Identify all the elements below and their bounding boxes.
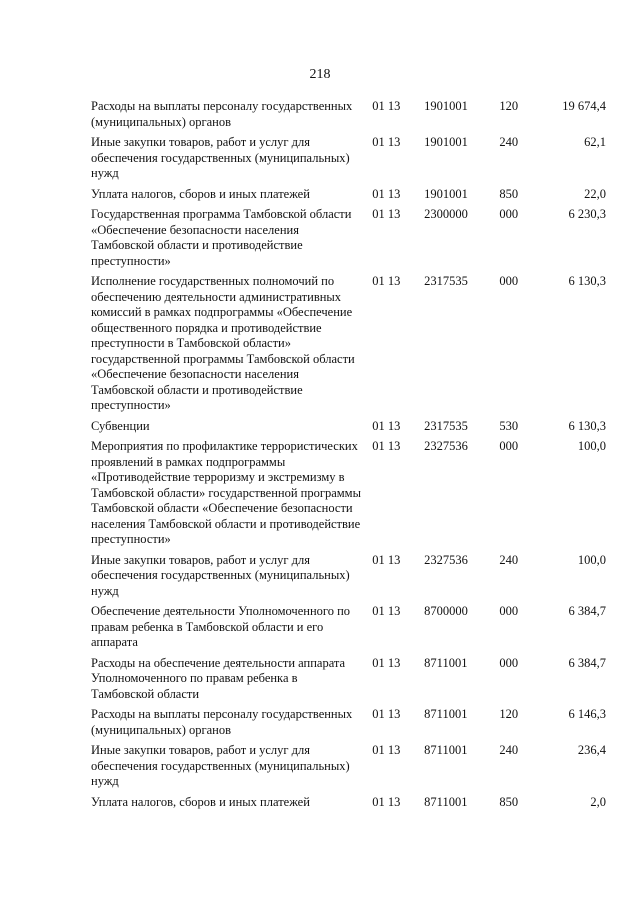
amount: 2,0 xyxy=(590,794,606,809)
section-code: 01 13 xyxy=(372,707,401,721)
target-article-code: 2317535 xyxy=(424,274,468,288)
expense-name: Субвенции xyxy=(91,418,150,433)
table-row xyxy=(91,274,606,419)
section-code: 01 13 xyxy=(372,743,401,757)
expense-type-code: 120 xyxy=(499,99,519,113)
expense-type-code: 000 xyxy=(499,604,519,618)
expense-type-code: 000 xyxy=(499,439,519,453)
expense-type-code: 850 xyxy=(499,186,519,201)
expense-type-code: 000 xyxy=(499,207,519,221)
expense-type-code: 240 xyxy=(499,743,519,757)
expense-name: Уплата налогов, сборов и иных платежей xyxy=(91,186,310,201)
amount: 62,1 xyxy=(584,135,606,149)
table-row xyxy=(91,604,606,656)
expense-name: Мероприятия по профилактике террористических проявлений в рамках подпрограммы «Противодействие терроризму и экстремизму в Тамбовской области» государственной программы Тамбовской области «Обеспечение безопасности населения Тамбовской области и противодействие преступности» xyxy=(91,439,361,546)
budget-table-body xyxy=(91,99,606,815)
target-article-code: 8711001 xyxy=(424,707,468,721)
expense-name: Уплата налогов, сборов и иных платежей xyxy=(91,794,310,809)
expense-name: Государственная программа Тамбовской области «Обеспечение безопасности населения Тамбовской области и противодействие преступности» xyxy=(91,207,352,268)
section-code: 01 13 xyxy=(372,794,401,809)
table-row xyxy=(91,207,606,274)
section-code: 01 13 xyxy=(372,135,401,149)
section-code: 01 13 xyxy=(372,274,401,288)
expense-name: Иные закупки товаров, работ и услуг для обеспечения государственных (муниципальных) нужд xyxy=(91,743,350,788)
amount: 6 384,7 xyxy=(568,604,606,618)
expense-name: Обеспечение деятельности Уполномоченного по правам ребенка в Тамбовской области и его аппарата xyxy=(91,604,351,649)
expense-type-code: 120 xyxy=(499,707,519,721)
table-row xyxy=(91,419,606,440)
amount: 19 674,4 xyxy=(562,99,606,113)
expense-type-code: 240 xyxy=(499,135,519,149)
target-article-code: 8700000 xyxy=(424,604,468,618)
amount: 100,0 xyxy=(577,552,606,567)
section-code: 01 13 xyxy=(372,439,401,453)
amount: 6 130,3 xyxy=(568,274,606,288)
amount: 6 230,3 xyxy=(568,207,606,221)
section-code: 01 13 xyxy=(372,552,401,567)
expense-name: Расходы на обеспечение деятельности аппарата Уполномоченного по правам ребенка в Тамбовской области xyxy=(91,655,346,701)
amount: 22,0 xyxy=(584,186,606,201)
table-row xyxy=(91,707,606,743)
page-number: 218 xyxy=(309,67,331,82)
amount: 6 146,3 xyxy=(568,707,606,721)
expense-name: Иные закупки товаров, работ и услуг для обеспечения государственных (муниципальных) нужд xyxy=(91,552,350,598)
target-article-code: 2317535 xyxy=(424,418,468,433)
budget-table xyxy=(91,99,606,815)
section-code: 01 13 xyxy=(372,186,401,201)
amount: 6 384,7 xyxy=(568,655,606,670)
expense-type-code: 000 xyxy=(499,655,519,670)
expense-name: Расходы на выплаты персоналу государственных (муниципальных) органов xyxy=(91,99,353,129)
expense-name: Расходы на выплаты персоналу государственных (муниципальных) органов xyxy=(91,707,353,737)
amount: 236,4 xyxy=(577,743,606,757)
table-row xyxy=(91,553,606,605)
table-row xyxy=(91,135,606,187)
expense-type-code: 240 xyxy=(499,552,519,567)
expense-name: Иные закупки товаров, работ и услуг для обеспечения государственных (муниципальных) нужд xyxy=(91,135,350,180)
target-article-code: 8711001 xyxy=(424,794,468,809)
table-row xyxy=(91,656,606,708)
target-article-code: 2300000 xyxy=(424,207,468,221)
section-code: 01 13 xyxy=(372,604,401,618)
target-article-code: 1901001 xyxy=(424,135,468,149)
target-article-code: 8711001 xyxy=(424,743,468,757)
table-row xyxy=(91,795,606,816)
expense-type-code: 530 xyxy=(499,418,519,433)
section-code: 01 13 xyxy=(372,99,401,113)
table-row xyxy=(91,187,606,208)
target-article-code: 1901001 xyxy=(424,186,468,201)
table-row xyxy=(91,99,606,135)
section-code: 01 13 xyxy=(372,207,401,221)
expense-name: Исполнение государственных полномочий по обеспечению деятельности административных комиссий в рамках подпрограммы «Обеспечение общественного порядка и противодействие преступности в Тамбовской области» государственной программы Тамбовской области «Обеспечение безопасности населения Тамбовской области и противодействие преступности» xyxy=(91,274,355,412)
section-code: 01 13 xyxy=(372,418,401,433)
table-row xyxy=(91,743,606,795)
target-article-code: 8711001 xyxy=(424,655,468,670)
target-article-code: 2327536 xyxy=(424,552,468,567)
amount: 100,0 xyxy=(577,439,606,453)
target-article-code: 2327536 xyxy=(424,439,468,453)
expense-type-code: 850 xyxy=(499,794,519,809)
section-code: 01 13 xyxy=(372,655,401,670)
amount: 6 130,3 xyxy=(568,418,606,433)
expense-type-code: 000 xyxy=(499,274,519,288)
target-article-code: 1901001 xyxy=(424,99,468,113)
table-row xyxy=(91,439,606,553)
